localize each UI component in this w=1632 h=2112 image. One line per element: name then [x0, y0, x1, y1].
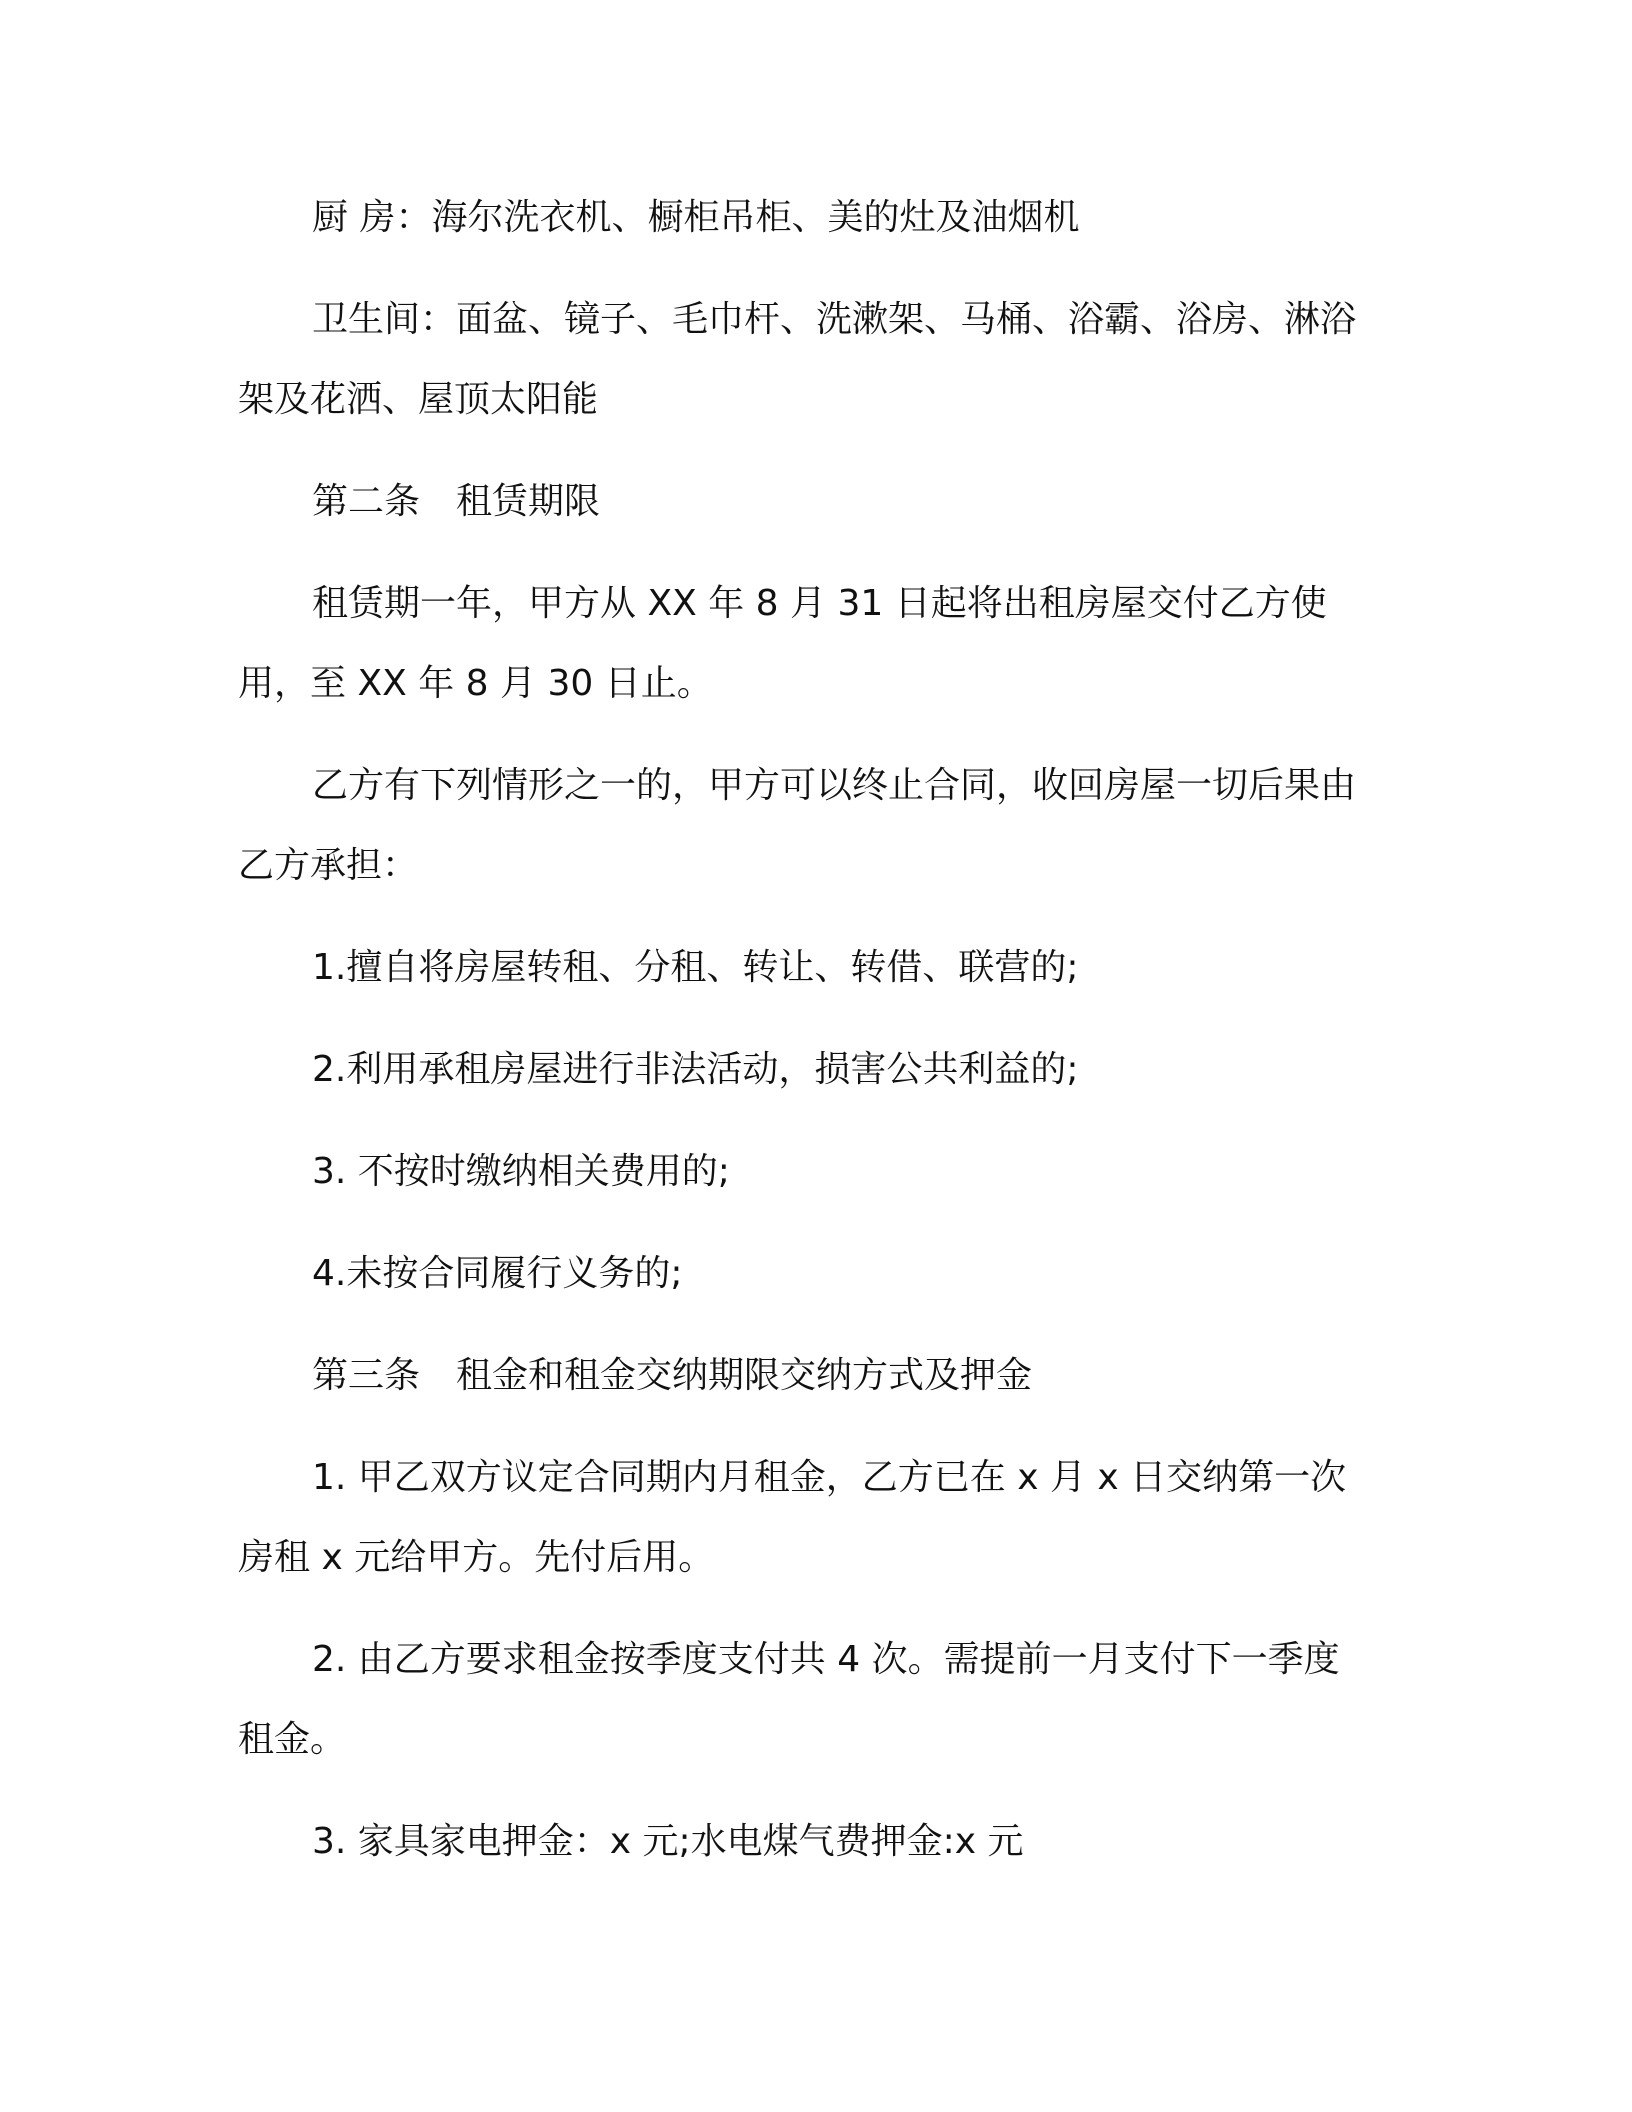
deposit-item-3: 3. 家具家电押金：x 元;水电煤气费押金:x 元	[312, 1821, 1024, 1862]
termination-conditions-paragraph: 乙方有下列情形之一的，甲方可以终止合同，收回房屋一切后果由乙方承担：	[238, 765, 1357, 886]
article-two-heading: 第二条 租赁期限	[312, 481, 601, 522]
rent-item-2: 2. 由乙方要求租金按季度支付共 4 次。需提前一月支付下一季度租金。	[238, 1639, 1340, 1760]
rent-item-1: 1. 甲乙双方议定合同期内月租金，乙方已在 x 月 x 日交纳第一次房租 x 元给甲方。先付后用。	[238, 1457, 1347, 1578]
article-three-heading: 第三条 租金和租金交纳期限交纳方式及押金	[312, 1355, 1033, 1396]
kitchen-items-paragraph: 厨 房：海尔洗衣机、橱柜吊柜、美的灶及油烟机	[312, 197, 1080, 238]
document-body	[238, 178, 1362, 1904]
bathroom-items-paragraph: 卫生间：面盆、镜子、毛巾杆、洗漱架、马桶、浴霸、浴房、淋浴架及花洒、屋顶太阳能	[238, 299, 1357, 420]
condition-item-3: 3. 不按时缴纳相关费用的;	[312, 1151, 730, 1192]
lease-term-paragraph: 租赁期一年，甲方从 XX 年 8 月 31 日起将出租房屋交付乙方使用，至 XX 年 8 月 30 日止。	[238, 583, 1327, 704]
condition-item-1: 1.擅自将房屋转租、分租、转让、转借、联营的;	[312, 947, 1079, 988]
condition-item-4: 4.未按合同履行义务的;	[312, 1253, 683, 1294]
condition-item-2: 2.利用承租房屋进行非法活动，损害公共利益的;	[312, 1049, 1079, 1090]
